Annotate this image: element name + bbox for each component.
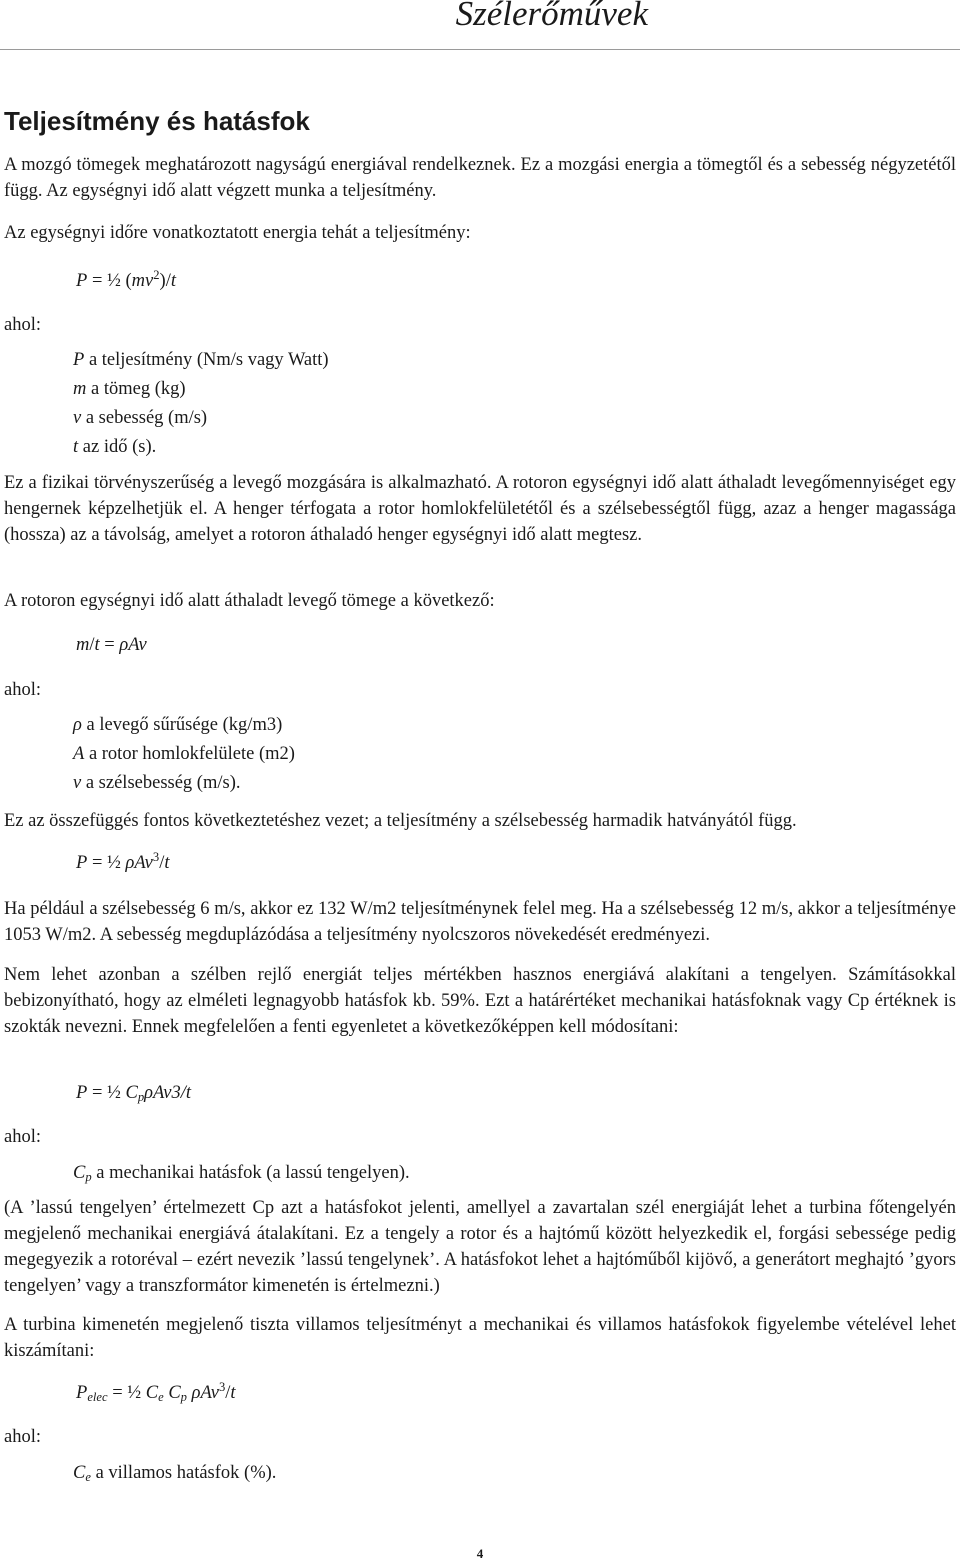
definition-symbol: t	[73, 437, 79, 457]
formula-symbol: Av	[134, 853, 153, 873]
formula-symbol: t	[164, 853, 170, 873]
formula-text: = ½	[87, 853, 126, 873]
paragraph-2: Az egységnyi időre vonatkoztatott energia tehát a teljesítmény:	[4, 223, 471, 243]
definition-symbol: P	[73, 350, 85, 370]
formula-symbol: C	[125, 1083, 138, 1103]
paragraph-9: A turbina kimenetén megjelenő tiszta villamos teljesítményt a mechanikai és villamos hatásfokok figyelembe vételével lehet kiszámítani:	[4, 1315, 956, 1361]
paragraph-5: Ez az összefüggés fontos következtetéshez vezet; a teljesítmény a szélsebesség harmadik hatványától függ.	[4, 811, 797, 831]
formula-subscript: p	[180, 1390, 187, 1405]
formula-electric-power	[76, 1380, 236, 1406]
definition-symbol: m	[73, 379, 87, 399]
formula-symbol: t	[94, 635, 100, 655]
definition-item	[73, 375, 329, 404]
definition-symbol: C	[73, 1463, 86, 1483]
formula-text: /	[225, 1383, 231, 1403]
definition-ce	[73, 1460, 276, 1486]
formula-power-cp	[76, 1080, 191, 1106]
paragraph-3: Ez a fizikai törvényszerűség a levegő mozgására is alkalmazható. A rotoron egységnyi idő alatt áthaladt levegőmennyiséget egy hengernek képzelhetjük el. A henger térfogata a rotor homlokfelületétől és a szélsebességtől függ, azaz a henger magassága (hossza) az a távolság, amelyet a rotoron áthaladó henger egységnyi idő alatt megtesz.	[4, 473, 956, 545]
formula-symbol: t	[230, 1383, 236, 1403]
page-number: 4	[476, 1546, 484, 1561]
ahol-label: ahol:	[4, 315, 41, 335]
formula-symbol: m	[76, 635, 90, 655]
formula-symbol: P	[76, 271, 88, 291]
formula-text: )/	[159, 271, 171, 291]
paragraph-6: Ha például a szélsebesség 6 m/s, akkor ez 132 W/m2 teljesítménynek felel meg. Ha a szélsebesség 12 m/s, akkor a teljesítménye 1053 W/m2. A sebesség megduplázódása a teljesítmény nyolcszoros növekedését eredményezi.	[4, 899, 956, 945]
formula-symbol: t	[170, 271, 176, 291]
paragraph-1: A mozgó tömegek meghatározott nagyságú energiával rendelkeznek. Ez a mozgási energia a tömegtől és a sebesség négyzetétől függ. Az egységnyi idő alatt végzett munka a teljesítmény.	[4, 155, 956, 201]
definition-symbol: C	[73, 1163, 86, 1183]
formula-symbol: Av	[128, 635, 147, 655]
ahol-label: ahol:	[4, 1427, 41, 1447]
definition-subscript: e	[85, 1470, 91, 1485]
definition-text: a sebesség (m/s)	[81, 408, 208, 428]
running-title: Szélerőművek	[455, 0, 648, 33]
formula-text: = ½ (	[87, 271, 132, 291]
formula-symbol: t	[185, 1083, 192, 1103]
formula-mass-flow	[76, 632, 147, 658]
formula-subscript: elec	[87, 1390, 108, 1405]
section-title: Teljesítmény és hatásfok	[4, 106, 310, 136]
definition-item	[73, 346, 329, 375]
formula-symbol: ρ	[125, 853, 135, 873]
definition-text: a tömeg (kg)	[86, 379, 186, 399]
formula-subscript: p	[137, 1090, 145, 1105]
definition-symbol: v	[73, 408, 82, 428]
formula-power	[76, 268, 176, 294]
definition-symbol: A	[73, 744, 85, 764]
paragraph-8: (A ’lassú tengelyen’ értelmezett Cp azt a hatásfokot jelenti, amellyel a zavartalan szél energiáját lehet a turbina főtengelyén megjelenő mechanikai energiává átalakítani. Ez a tengely a rotor és a hajtómű között helyezkedik el, forgási sebessége pedig megegyezik a rotoréval – ezért nevezik ’lassú tengelynek’. A hatásfokot lehet a hajtóműből kijövő, a generátort meghajtó ’gyors tengelyen’ vagy a transzformátor kimenetén is értelmezni.)	[4, 1198, 956, 1296]
ahol-label: ahol:	[4, 680, 41, 700]
formula-power-cubic	[76, 850, 169, 876]
definition-list-2	[73, 711, 295, 798]
ahol-label: ahol:	[4, 1127, 41, 1147]
formula-symbol: ρ	[144, 1083, 154, 1103]
definition-text: az idő (s).	[78, 437, 157, 457]
formula-symbol: C	[168, 1383, 181, 1403]
formula-exponent: 3	[152, 850, 160, 865]
definition-cp	[73, 1160, 410, 1186]
definition-text: a szélsebesség (m/s).	[81, 773, 241, 793]
header-rule	[0, 49, 960, 50]
paragraph-7: Nem lehet azonban a szélben rejlő energiát teljes mértékben hasznos energiává alakítani a tengelyen. Számításokkal bebizonyítható, hogy az elméleti legnagyobb hatásfok kb. 59%. Ezt a határértéket mechanikai hatásfoknak vagy Cp értéknek is szokták nevezni. Ennek megfelelően a fenti egyenletet a következőképpen kell módosítani:	[4, 965, 956, 1037]
formula-text: /	[89, 635, 95, 655]
formula-subscript: e	[158, 1390, 164, 1405]
definition-item	[73, 769, 295, 798]
formula-symbol: ρ	[191, 1383, 201, 1403]
formula-symbol: ρ	[119, 635, 129, 655]
formula-symbol: P	[76, 1383, 88, 1403]
definition-text: a levegő sűrűsége (kg/m3)	[81, 715, 283, 735]
paragraph-4: A rotoron egységnyi idő alatt áthaladt levegő tömege a következő:	[4, 591, 495, 611]
formula-exponent: 3	[218, 1380, 226, 1395]
definition-item	[73, 433, 329, 462]
definition-text: a villamos hatásfok (%).	[90, 1463, 277, 1483]
definition-text: a mechanikai hatásfok (a lassú tengelyen).	[91, 1163, 410, 1183]
definition-text: a teljesítmény (Nm/s vagy Watt)	[84, 350, 329, 370]
formula-symbol: C	[145, 1383, 159, 1403]
formula-symbol: Av3/	[153, 1083, 186, 1103]
definition-subscript: p	[85, 1170, 92, 1185]
formula-text: /	[159, 853, 165, 873]
formula-text: = ½	[87, 1083, 126, 1103]
definition-list-1	[73, 346, 329, 462]
definition-text: a rotor homlokfelülete (m2)	[84, 744, 295, 764]
definition-item	[73, 711, 295, 740]
formula-symbol: P	[76, 1083, 88, 1103]
formula-symbol: mv	[131, 271, 154, 291]
formula-symbol: P	[76, 853, 88, 873]
definition-symbol: ρ	[73, 715, 82, 735]
formula-symbol: Av	[200, 1383, 219, 1403]
definition-symbol: v	[73, 773, 82, 793]
formula-text: = ½	[107, 1383, 146, 1403]
definition-item	[73, 404, 329, 433]
formula-text: =	[99, 635, 120, 655]
formula-exponent: 2	[153, 268, 160, 283]
definition-item	[73, 740, 295, 769]
